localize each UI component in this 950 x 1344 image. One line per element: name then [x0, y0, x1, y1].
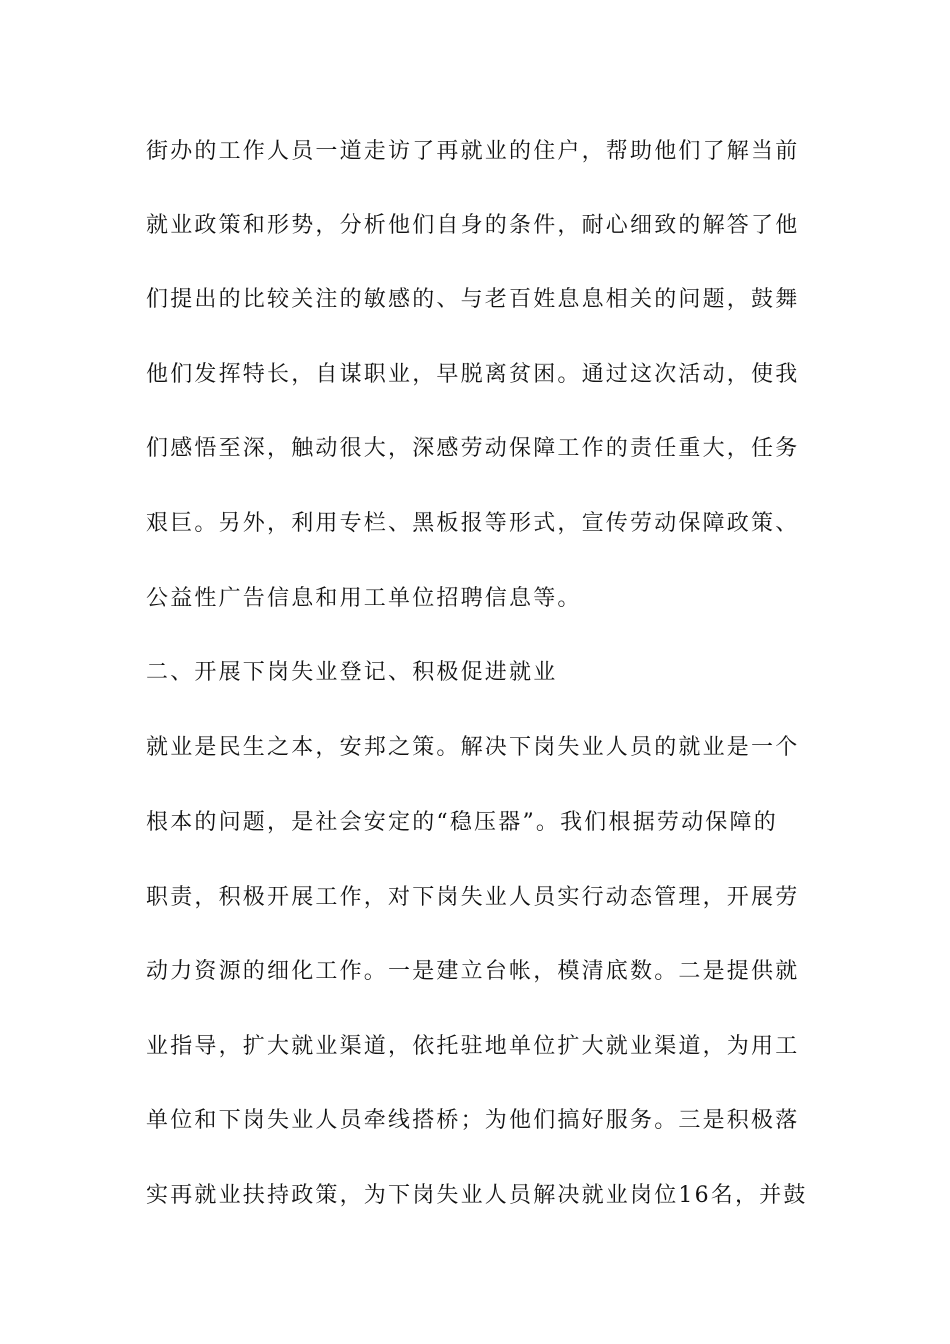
paragraph-line: 单位和下岗失业人员牵线搭桥；为他们搞好服务。三是积极落 [146, 1108, 800, 1133]
paragraph-line: 艰巨。另外，利用专栏、黑板报等形式，宣传劳动保障政策、 [146, 511, 800, 536]
paragraph-line: 根本的问题，是社会安定的“稳压器”。我们根据劳动保障的 [146, 810, 778, 835]
paragraph-line: 街办的工作人员一道走访了再就业的住户，帮助他们了解当前 [146, 139, 800, 164]
paragraph-line: 业指导，扩大就业渠道，依托驻地单位扩大就业渠道，为用工 [146, 1034, 800, 1059]
paragraph-line: 他们发挥特长，自谋职业，早脱离贫困。通过这次活动，使我 [146, 362, 800, 387]
section-heading: 二、开展下岗失业登记、积极促进就业 [146, 660, 558, 685]
paragraph-line: 们感悟至深，触动很大，深感劳动保障工作的责任重大，任务 [146, 436, 800, 461]
paragraph-line: 就业是民生之本，安邦之策。解决下岗失业人员的就业是一个 [146, 735, 800, 760]
paragraph-line: 公益性广告信息和用工单位招聘信息等。 [146, 586, 582, 611]
paragraph-line: 职责，积极开展工作，对下岗失业人员实行动态管理，开展劳 [146, 885, 800, 910]
paragraph-line: 就业政策和形势，分析他们自身的条件，耐心细致的解答了他 [146, 213, 800, 238]
paragraph-line: 实再就业扶持政策，为下岗失业人员解决就业岗位16名，并鼓 [146, 1183, 808, 1208]
paragraph-line: 动力资源的细化工作。一是建立台帐，模清底数。二是提供就 [146, 959, 800, 984]
paragraph-line: 们提出的比较关注的敏感的、与老百姓息息相关的问题，鼓舞 [146, 287, 800, 312]
